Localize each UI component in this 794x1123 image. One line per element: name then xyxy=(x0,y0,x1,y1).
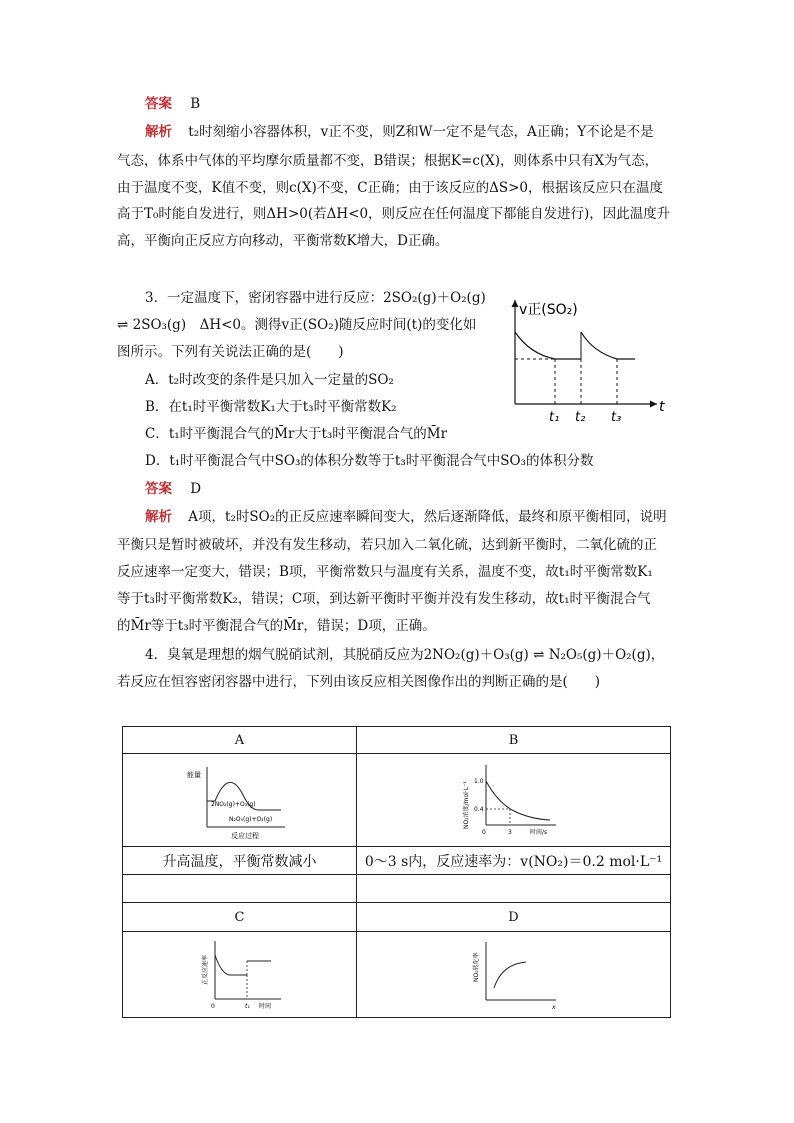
rate-decay xyxy=(215,955,247,975)
col-head-c: C xyxy=(123,903,357,932)
energy-graph xyxy=(185,759,295,841)
col-head-b: B xyxy=(357,727,671,754)
analysis-line: 气态，体系中气体的平均摩尔质量都不变，B错误；根据K=c(X)，则体系中只有X为气态， xyxy=(117,153,659,169)
t2-label: t₂ xyxy=(575,410,586,425)
conversion-curve xyxy=(494,962,526,988)
rate-ylabel: 正反应速率 xyxy=(201,954,209,985)
graph-ylabel: v正(SO₂) xyxy=(519,302,578,318)
option-b: B．在t₁时平衡常数K₁大于t₃时平衡常数K₂ xyxy=(145,399,397,415)
analysis-label: 解析 xyxy=(145,124,172,140)
rate-curve-2 xyxy=(581,332,617,359)
analysis-line: 由于温度不变，K值不变，则c(X)不变，C正确；由于该反应的ΔS>0，根据该反应只在温度 xyxy=(117,180,664,196)
analysis-line: 反应速率一定变大，错误；B项，平衡常数只与温度有关系，温度不变，故t₁时平衡常数K₁ xyxy=(117,564,653,580)
graph-cell-a xyxy=(123,754,357,847)
analysis-label: 解析 xyxy=(145,509,172,525)
answer-line-3 xyxy=(145,479,201,499)
analysis-text: A项，t₂时SO₂的正反应速率瞬间变大，然后逐渐降低，最终和原平衡相同，说明 xyxy=(188,509,667,525)
time-xlabel: 时间 xyxy=(258,1002,271,1010)
analysis-line: 的M̄r等于t₃时平衡混合气的M̄r，错误；D项，正确。 xyxy=(117,618,436,634)
option-a: A．t₂时改变的条件是只加入一定量的SO₂ xyxy=(145,372,394,388)
conversion-ylabel: NO₂转化率 xyxy=(472,951,480,982)
graph-cell-d xyxy=(357,932,671,1018)
question-stem: ⇌ 2SO₃(g) ΔH<0。测得v正(SO₂)随反应时间(t)的变化如 xyxy=(117,317,477,333)
products-label: N₂O₅(g)+O₂(g) xyxy=(228,816,272,823)
question-stem: 图所示。下列有关说法正确的是( ) xyxy=(117,344,344,360)
analysis-line xyxy=(145,122,654,142)
conversion-graph xyxy=(464,936,564,1014)
statement-a: 升高温度，平衡常数减小 xyxy=(123,847,357,875)
concentration-graph xyxy=(454,759,574,841)
forward-rate-graph xyxy=(195,935,285,1015)
col-head-d: D xyxy=(357,903,671,932)
t1-label: t₁ xyxy=(244,1002,250,1010)
energy-ylabel: 能量 xyxy=(186,771,201,779)
graph-xlabel: t xyxy=(659,399,665,415)
option-c: C．t₁时平衡混合气的M̄r大于t₃时平衡混合气的M̄r xyxy=(145,426,448,442)
x-label: x xyxy=(551,1003,556,1011)
empty-cell xyxy=(357,875,671,903)
question-stem: 若反应在恒容密闭容器中进行，下列由该反应相关图像作出的判断正确的是( ) xyxy=(117,674,601,690)
origin-label: 0 xyxy=(210,1002,215,1010)
conc-xlabel: 时间/s xyxy=(529,829,547,836)
question-stem: 4．臭氧是理想的烟气脱硝试剂，其脱硝反应为2NO₂(g)＋O₃(g) ⇌ N₂O₅(g)＋O₂(g)， xyxy=(145,647,665,663)
t3-label: t₃ xyxy=(611,410,622,425)
question-stem: 3．一定温度下，密闭容器中进行反应：2SO₂(g)＋O₂(g) xyxy=(145,290,486,306)
rate-curve-1 xyxy=(515,332,555,359)
analysis-line xyxy=(145,507,667,527)
answer-value: B xyxy=(190,96,201,112)
answer-label: 答案 xyxy=(145,96,172,112)
conc-ylabel: NO₂浓度/mol·L⁻¹ xyxy=(462,781,470,829)
options-table xyxy=(122,726,671,1018)
analysis-line: 平衡只是暂时被破坏，并没有发生移动，若只加入二氧化硫，达到新平衡时，二氧化硫的正 xyxy=(117,537,657,553)
analysis-line: 高于T₀时能自发进行，则ΔH>0(若ΔH<0，则反应在任何温度下都能自发进行)，因此温度升 xyxy=(117,206,671,222)
analysis-line: 等于t₃时平衡常数K₂，错误；C项，到达新平衡时平衡并没有发生移动，故t₁时平衡混合气 xyxy=(117,591,651,607)
graph-cell-b xyxy=(357,754,671,847)
answer-value: D xyxy=(190,481,202,497)
col-head-a: A xyxy=(123,727,357,754)
empty-cell xyxy=(123,875,357,903)
reactants-label: 2NO₂(g)+O₃(g) xyxy=(210,801,256,808)
x-tick-3: 3 xyxy=(507,829,512,836)
rate-time-graph xyxy=(485,292,675,427)
t1-label: t₁ xyxy=(549,410,560,425)
y-tick-1: 1.0 xyxy=(473,778,484,785)
statement-b: 0～3 s内，反应速率为：v(NO₂)＝0.2 mol·L⁻¹ xyxy=(357,847,671,875)
answer-label: 答案 xyxy=(145,481,172,497)
analysis-line: 高，平衡向正反应方向移动，平衡常数K增大，D正确。 xyxy=(117,233,449,249)
conc-curve xyxy=(486,781,550,820)
answer-line-2 xyxy=(145,94,200,114)
origin-label: 0 xyxy=(481,829,486,836)
analysis-text: t₂时刻缩小容器体积，v正不变，则Z和W一定不是气态，A正确；Y不论是不是 xyxy=(188,124,654,140)
y-tick-04: 0.4 xyxy=(473,806,484,813)
option-d: D．t₁时平衡混合气中SO₃的体积分数等于t₃时平衡混合气中SO₃的体积分数 xyxy=(145,453,594,469)
graph-cell-c xyxy=(123,932,357,1018)
energy-xlabel: 反应过程 xyxy=(230,832,259,840)
